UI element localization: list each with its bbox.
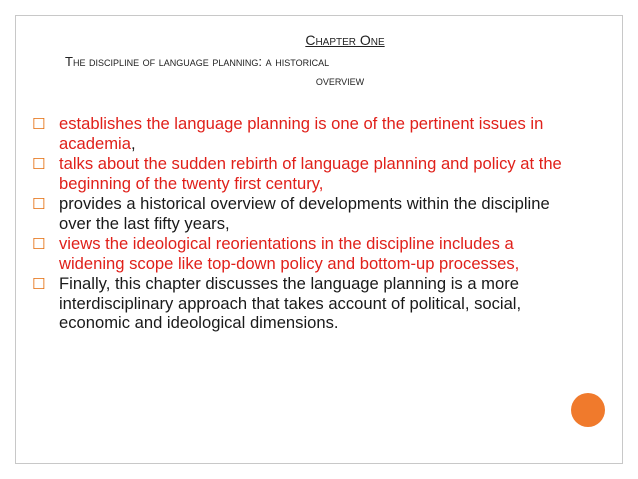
checkbox-bullet-icon: ☐ [32, 195, 46, 213]
bullet-text: talks about the sudden rebirth of language planning and policy at the beginning of the twenty first century, [59, 154, 562, 193]
title-line: The discipline of language planning: a historical [65, 54, 330, 69]
chapter-heading: Chapter One [305, 32, 385, 48]
checkbox-bullet-icon: ☐ [32, 275, 46, 293]
bullet-text: establishes the language planning is one of the pertinent issues in academia [59, 114, 544, 153]
checkbox-bullet-icon: ☐ [32, 155, 46, 173]
bullet-item [32, 114, 572, 153]
bullet-list [32, 114, 572, 334]
bullet-item [32, 234, 572, 273]
bullet-text: provides a historical overview of developments within the discipline over the last fifty years, [59, 194, 550, 233]
bullet-text: views the ideological reorientations in the discipline includes a widening scope like top-down policy and bottom-up processes, [59, 234, 520, 273]
checkbox-bullet-icon: ☐ [32, 235, 46, 253]
bullet-item [32, 194, 572, 233]
checkbox-bullet-icon: ☐ [32, 115, 46, 133]
title-line-continuation: overview [315, 73, 365, 88]
bullet-item [32, 154, 572, 193]
bullet-suffix: , [130, 133, 136, 153]
bullet-text: Finally, this chapter discusses the language planning is a more interdisciplinary approach that takes account of political, social, economic and ideological dimensions. [59, 274, 522, 332]
slide-title [40, 32, 600, 89]
bullet-item [32, 274, 572, 333]
decorative-orange-circle [571, 393, 605, 427]
